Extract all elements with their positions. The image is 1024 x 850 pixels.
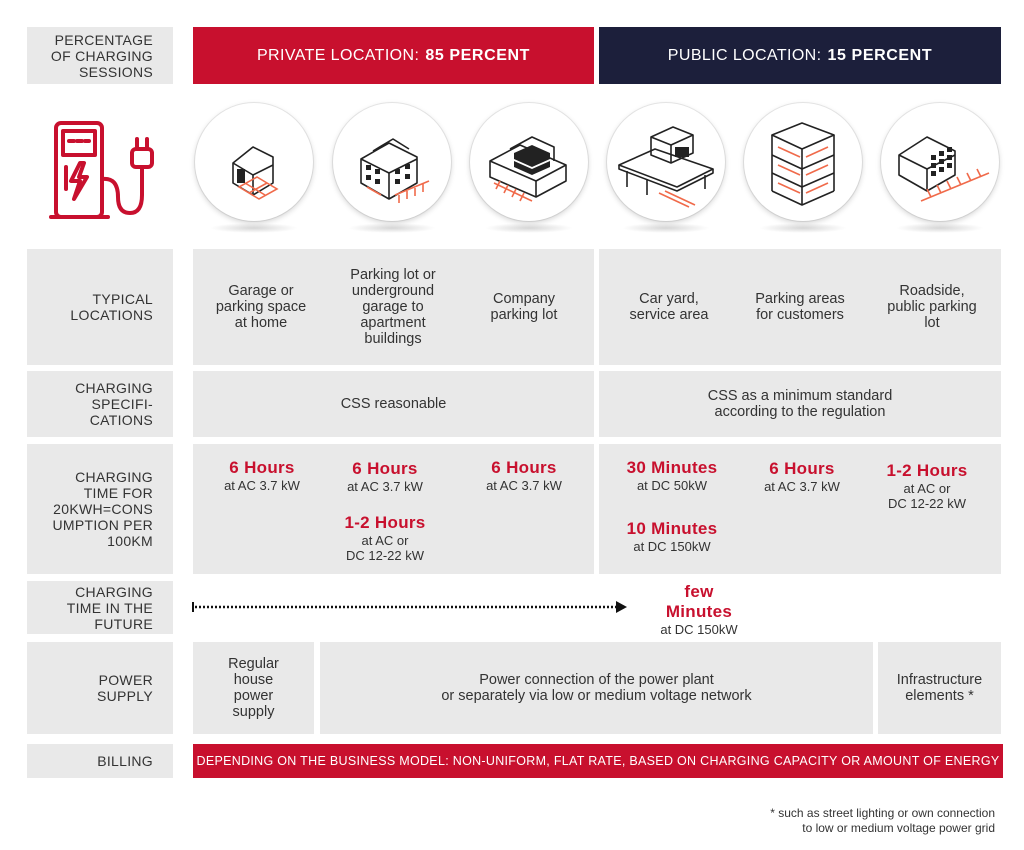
future-time-condition: at DC 150kW bbox=[660, 622, 738, 637]
typical-location-roadside: Roadside, public parking lot bbox=[887, 283, 977, 331]
time-value: 10 Minutes bbox=[626, 519, 718, 538]
charging-station-icon bbox=[48, 117, 158, 227]
parking-garage-icon bbox=[744, 103, 862, 221]
charging-time-home bbox=[195, 458, 329, 493]
power-supply-plant: Power connection of the power plant or separately via low or medium voltage network bbox=[320, 642, 873, 734]
apartment-building-icon bbox=[333, 103, 451, 221]
private-location-header bbox=[193, 27, 594, 84]
time-condition: at AC 3.7 kW bbox=[347, 479, 423, 494]
typical-location-car-yard: Car yard, service area bbox=[629, 291, 709, 323]
time-condition: at AC 3.7 kW bbox=[224, 478, 300, 493]
charging-time-customer-parking bbox=[735, 459, 869, 494]
typical-location-home: Garage or parking space at home bbox=[215, 283, 307, 331]
time-condition: at AC or DC 12-22 kW bbox=[345, 533, 425, 563]
power-supply-label: POWER SUPPLY bbox=[27, 642, 173, 734]
billing-bar: DEPENDING ON THE BUSINESS MODEL: NON-UNIFORM, FLAT RATE, BASED ON CHARGING CAPACITY OR AMOUNT OF ENERGY bbox=[193, 744, 1003, 778]
specs-private: CSS reasonable bbox=[193, 371, 594, 437]
charging-time-car-yard-alt bbox=[600, 519, 744, 554]
charging-time-label: CHARGING TIME FOR 20KWH=CONS UMPTION PER 100KM bbox=[27, 444, 173, 574]
office-building-icon bbox=[470, 103, 588, 221]
future-charging-time bbox=[630, 582, 768, 637]
time-condition: at AC 3.7 kW bbox=[764, 479, 840, 494]
time-condition: at AC 3.7 kW bbox=[486, 478, 562, 493]
power-supply-infrastructure: Infrastructure elements * bbox=[878, 642, 1001, 734]
charging-time-apartment-alt bbox=[318, 513, 452, 563]
private-location-text: PRIVATE LOCATION: bbox=[256, 46, 420, 64]
time-value: 1-2 Hours bbox=[886, 461, 968, 480]
time-value: 6 Hours bbox=[769, 459, 835, 478]
typical-location-customer-parking: Parking areas for customers bbox=[755, 291, 845, 323]
future-arrow bbox=[190, 598, 630, 616]
charging-time-roadside bbox=[860, 461, 994, 511]
typical-location-company: Company parking lot bbox=[490, 291, 558, 323]
power-supply-house: Regular house power supply bbox=[193, 642, 314, 734]
private-location-value: 85 PERCENT bbox=[425, 46, 531, 64]
future-charging-time-label: CHARGING TIME IN THE FUTURE bbox=[27, 581, 173, 634]
time-condition: at DC 50kW bbox=[636, 478, 708, 493]
time-value: 6 Hours bbox=[352, 459, 418, 478]
time-value: 1-2 Hours bbox=[344, 513, 426, 532]
public-location-text: PUBLIC LOCATION: bbox=[667, 46, 822, 64]
charging-time-company bbox=[457, 458, 591, 493]
time-value: 30 Minutes bbox=[626, 458, 718, 477]
charging-time-car-yard bbox=[600, 458, 744, 493]
typical-locations-label: TYPICAL LOCATIONS bbox=[27, 249, 173, 365]
time-value: 6 Hours bbox=[491, 458, 557, 477]
charging-specifications-label: CHARGING SPECIFI- CATIONS bbox=[27, 371, 173, 437]
house-garage-icon bbox=[195, 103, 313, 221]
percentage-label: PERCENTAGE OF CHARGING SESSIONS bbox=[27, 27, 173, 84]
specs-public: CSS as a minimum standard according to the regulation bbox=[599, 371, 1001, 437]
public-location-value: 15 PERCENT bbox=[827, 46, 933, 64]
billing-label: BILLING bbox=[27, 744, 173, 778]
footnote: * such as street lighting or own connection to low or medium voltage power grid bbox=[770, 806, 995, 835]
public-location-header bbox=[599, 27, 1001, 84]
charging-time-apartment bbox=[318, 459, 452, 494]
time-condition: at AC or DC 12-22 kW bbox=[887, 481, 967, 511]
service-area-icon bbox=[607, 103, 725, 221]
time-condition: at DC 150kW bbox=[633, 539, 711, 554]
time-value: 6 Hours bbox=[229, 458, 295, 477]
typical-location-apartment: Parking lot or underground garage to apartment buildings bbox=[350, 267, 436, 347]
roadside-building-icon bbox=[881, 103, 999, 221]
future-time-value: few Minutes bbox=[665, 582, 733, 621]
